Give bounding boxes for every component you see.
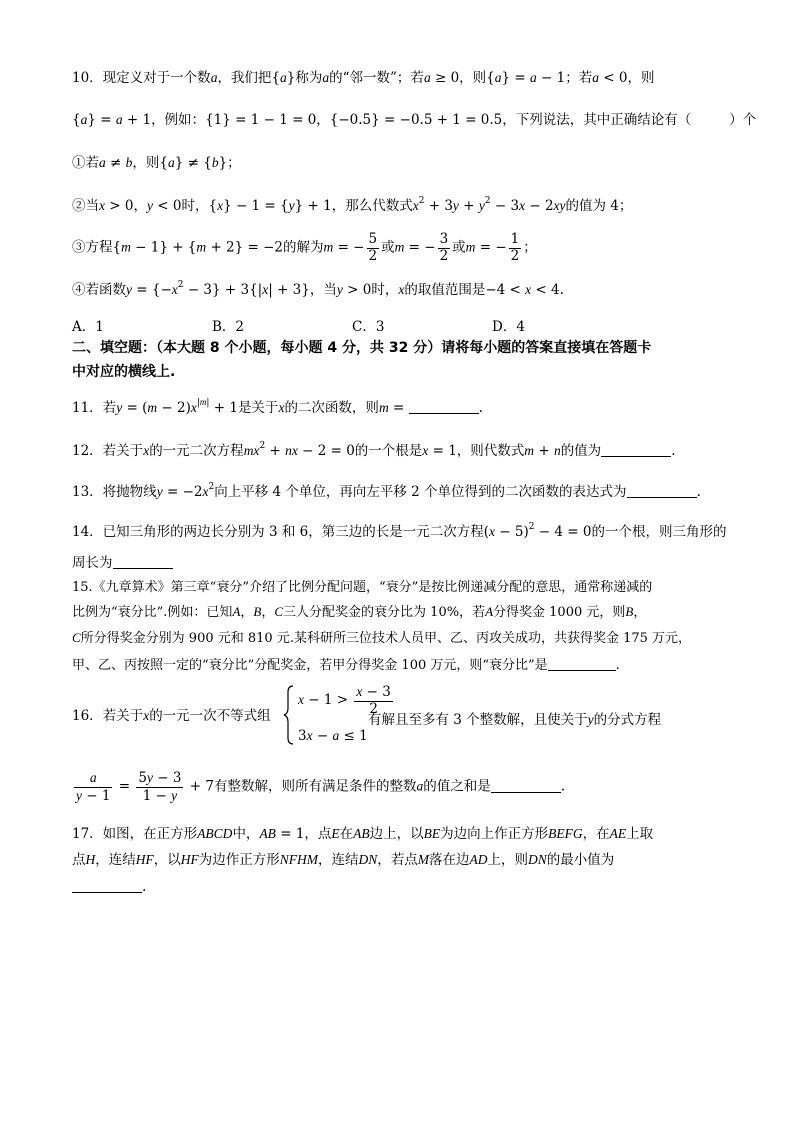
question-14: 14．已知三角形的两边长分别为 3 和 6，第三边的长是一元二次方程$(x - 5)^2 - 4 = 0$的一个根，则三角形的: [72, 522, 727, 540]
question-16-line1: 16．若关于x的一元一次不等式组: [72, 708, 271, 724]
question-12: 12．若关于x的一元二次方程$mx^2$ + nx − 2 = 0的一个根是x = 1，则代数式m + n的值为 .: [72, 441, 676, 459]
q10-statement-4: ④若函数$y = \{-x^2 - 3\} + 3\{|x| + 3\}$，当y > 0时，x的取值范围是−4 < x < 4.: [72, 280, 564, 298]
question-17-line3: .: [72, 878, 146, 895]
section-heading-cont: 中对应的横线上.: [72, 364, 176, 380]
question-16-line2: $\frac{a}{y - 1}$ = $\frac{5y - 3}{1 - y}$ + 7有整数解，则所有满足条件的整数a的值之和是 .: [76, 770, 565, 804]
q10-statement-1: ①若a ≠ b，则{a} ≠ {b}；: [72, 155, 241, 171]
q10-line2: {a} = a + 1，例如：{1} = 1 − 1 = 0，{−0.5} = −0.5 + 1 = 0.5，下列说法，其中正确结论有（ ）个: [72, 112, 757, 128]
question-17-line2: 点H，连结HF，以HF为边作正方形NFHM，连结DN，若点M落在边AD上，则DN的最小值为: [72, 852, 615, 868]
question-13: 13．将抛物线$y = -2x^2$向上平移 4 个单位，再向左平移 2 个单位得到的二次函数的表达式为 .: [72, 482, 701, 500]
question-17-line1: 17．如图，在正方形ABCD中，AB = 1，点E在AB边上，以BE为边向上作正方形BEFG，在AE上取: [72, 826, 654, 842]
answer-blank[interactable]: [601, 442, 671, 457]
option-b: B．2: [212, 319, 245, 335]
question-14-cont: 周长为: [72, 554, 173, 571]
question-16-line1-cont: 有解且至多有 3 个整数解，且使关于y的分式方程: [368, 712, 662, 728]
answer-blank[interactable]: [409, 399, 479, 414]
question-15-line4: 甲、乙、丙按照一定的“衰分比”分配奖金，若甲分得奖金 100 万元，则“衰分比”是 .: [72, 658, 620, 673]
section-heading: 二、填空题：（本大题 8 个小题，每小题 4 分，共 32 分）请将每小题的答案直接填在答题卡: [72, 340, 652, 356]
inequality-system: [283, 684, 295, 750]
question-15-line2: 比例为“衰分比”.例如：已知A，B，C三人分配奖金的衰分比为 10%，若A分得奖金 1000 元，则B，: [72, 604, 647, 620]
inequality-1: x − 1 > $\frac{x - 3}{2}$: [298, 684, 391, 717]
answer-blank[interactable]: [627, 483, 697, 498]
answer-blank[interactable]: [72, 878, 142, 893]
option-d: D．4: [492, 319, 525, 335]
q10-line1: 10．现定义对于一个数a，我们把{a}称为a的“邻一数”；若a ≥ 0，则{a} = a − 1；若a < 0，则: [72, 70, 655, 86]
brace-icon: [283, 684, 295, 746]
question-15-line3: C所分得奖金分别为 900 元和 810 元.某科研所三位技术人员甲、乙、丙攻关成功，共获得奖金 175 万元，: [72, 630, 692, 646]
question-15-line1: 15.《九章算术》第三章“衰分”介绍了比例分配问题，“衰分”是按比例递减分配的意思，通常称递减的: [72, 580, 653, 595]
option-c: C．3: [352, 319, 385, 335]
answer-blank[interactable]: [491, 778, 561, 793]
q10-statement-2: ②当x > 0，y < 0时，{x} − 1 = {y} + 1，那么代数式$x^2 + 3y + y^2 - 3x - 2xy$的值为 4；: [72, 196, 633, 214]
answer-blank[interactable]: [548, 656, 616, 671]
q10-statement-3: ③方程{m − 1} + {m + 2} = −2的解为m = − $\frac{5}{2}$ 或m = − $\frac{3}{2}$ 或m = − $\frac{1}{2}$ ；: [72, 231, 537, 264]
answer-blank[interactable]: [113, 554, 173, 569]
question-11: 11．若$y = (m - 2)x^{|m|} + 1$是关于x的二次函数，则m = .: [72, 397, 483, 416]
inequality-2: 3x − a ≤ 1: [298, 728, 368, 744]
option-a: A．1: [72, 319, 104, 335]
